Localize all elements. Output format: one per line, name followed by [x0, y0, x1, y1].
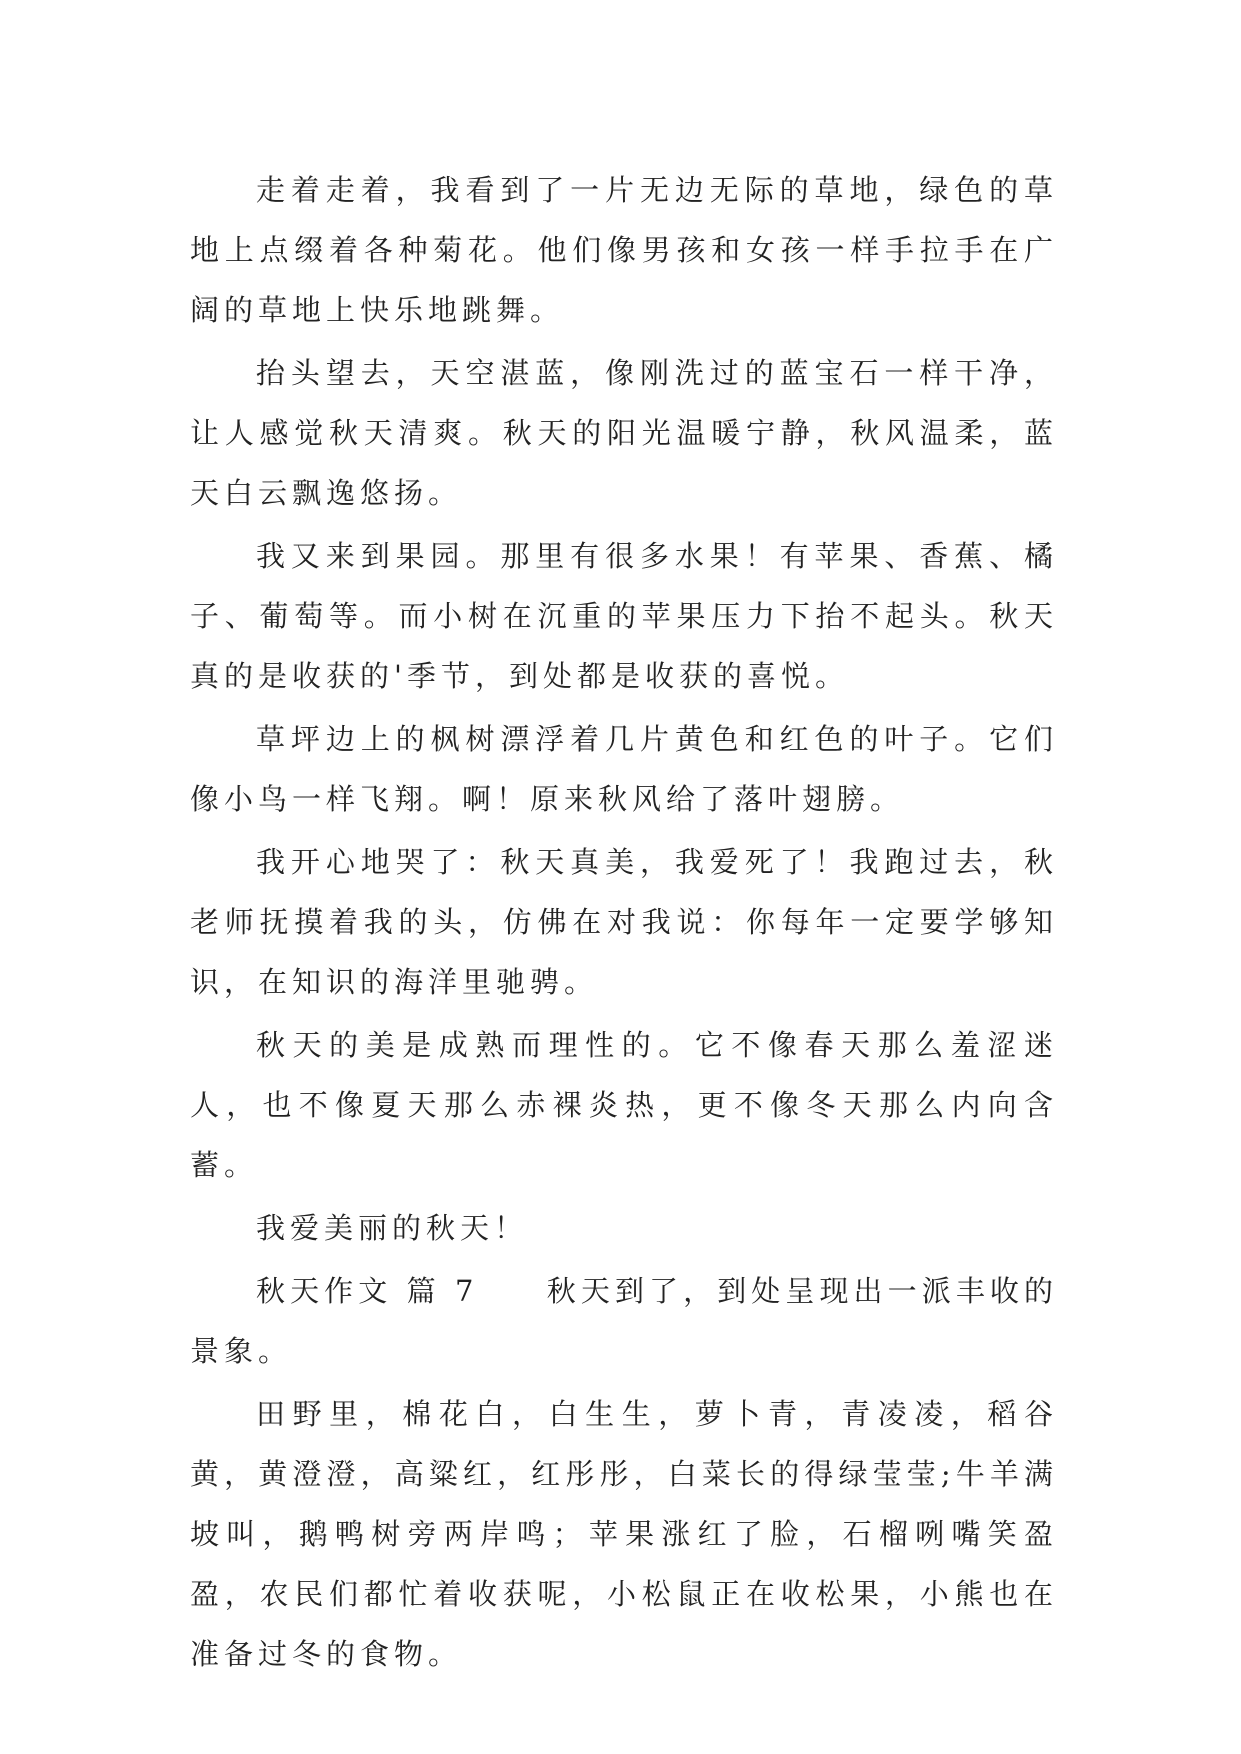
- paragraph-maple: 草坪边上的枫树漂浮着几片黄色和红色的叶子。它们像小鸟一样飞翔。啊！原来秋风给了落叶翅膀。: [190, 722, 1058, 816]
- paragraph-orchard: 我又来到果园。那里有很多水果！有苹果、香蕉、橘子、葡萄等。而小树在沉重的苹果压力下抬不起头。秋天真的是收获的'季节，到处都是收获的喜悦。: [190, 539, 1058, 693]
- paragraph-sky: 抬头望去，天空湛蓝，像刚洗过的蓝宝石一样干净，让人感觉秋天清爽。秋天的阳光温暖宁静，秋风温柔，蓝天白云飘逸悠扬。: [190, 356, 1058, 510]
- document-body: [190, 160, 1058, 1687]
- paragraph-fields: 田野里，棉花白，白生生，萝卜青，青凌凌，稻谷黄，黄澄澄，高粱红，红彤彤，白菜长的得绿莹莹;牛羊满坡叫，鹅鸭树旁两岸鸣；苹果涨红了脸，石榴咧嘴笑盈盈，农民们都忙着收获呢，小松鼠正在收松果，小熊也在准备过冬的食物。: [190, 1397, 1058, 1671]
- paragraph-autumn-beauty: 秋天的美是成熟而理性的。它不像春天那么羞涩迷人，也不像夏天那么赤裸炎热，更不像冬天那么内向含蓄。: [190, 1028, 1058, 1182]
- paragraph-love-autumn: 我爱美丽的秋天！: [256, 1211, 529, 1245]
- paragraph-essay-7-heading: 秋天作文 篇 7 秋天到了，到处呈现出一派丰收的景象。: [190, 1274, 1058, 1368]
- paragraph-joy: 我开心地哭了：秋天真美，我爱死了！我跑过去，秋老师抚摸着我的头，仿佛在对我说：你每年一定要学够知识，在知识的海洋里驰骋。: [190, 845, 1058, 999]
- paragraph-grassland: 走着走着，我看到了一片无边无际的草地，绿色的草地上点缀着各种菊花。他们像男孩和女孩一样手拉手在广阔的草地上快乐地跳舞。: [190, 173, 1058, 327]
